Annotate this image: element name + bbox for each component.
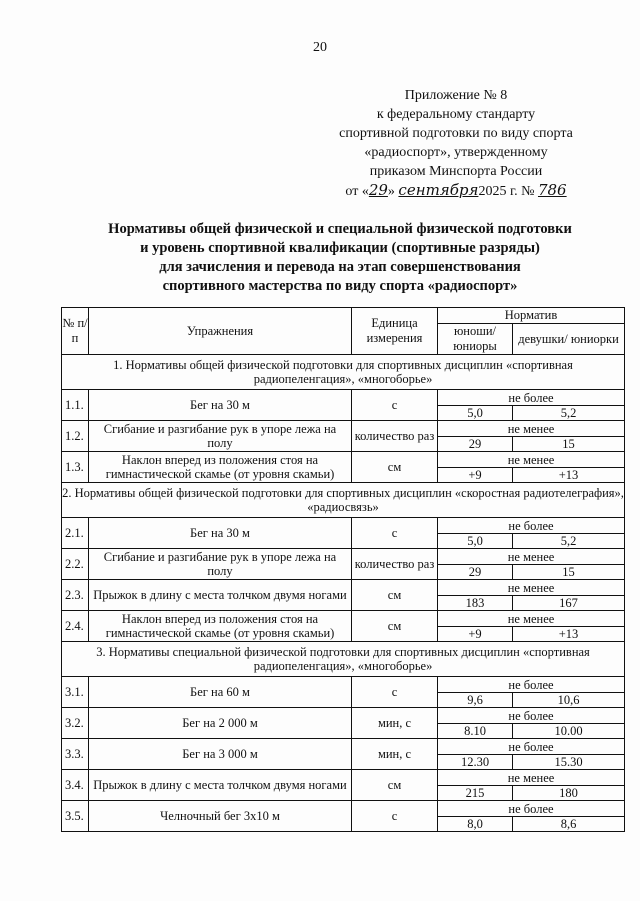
row-boys-value: 8,0 <box>438 817 513 832</box>
row-girls-value: 10,6 <box>513 693 625 708</box>
row-condition: не менее <box>438 770 625 786</box>
table-row <box>62 739 625 755</box>
row-exercise: Бег на 30 м <box>89 518 352 549</box>
row-boys-value: 9,6 <box>438 693 513 708</box>
row-unit: см <box>352 770 438 801</box>
order-number: 786 <box>537 181 567 199</box>
row-boys-value: 8.10 <box>438 724 513 739</box>
order-date-line <box>306 181 606 201</box>
appendix-line: приказом Минспорта России <box>369 164 543 179</box>
table-row <box>62 801 625 817</box>
table-row <box>62 452 625 468</box>
row-girls-value: 15.30 <box>513 755 625 770</box>
date-mid: » <box>387 184 395 199</box>
title-line: Нормативы общей физической и специальной физической подготовки <box>108 221 572 237</box>
row-girls-value: 10.00 <box>513 724 625 739</box>
row-girls-value: +13 <box>513 468 625 483</box>
row-girls-value: 5,2 <box>513 534 625 549</box>
row-boys-value: +9 <box>438 468 513 483</box>
row-exercise: Сгибание и разгибание рук в упоре лежа на полу <box>89 421 352 452</box>
section-row <box>62 355 625 390</box>
row-exercise: Бег на 2 000 м <box>89 708 352 739</box>
row-unit: см <box>352 611 438 642</box>
row-number: 1.2. <box>62 421 89 452</box>
row-boys-value: 5,0 <box>438 406 513 421</box>
row-unit: с <box>352 390 438 421</box>
row-condition: не менее <box>438 580 625 596</box>
table-row <box>62 708 625 724</box>
row-boys-value: 5,0 <box>438 534 513 549</box>
table-row <box>62 770 625 786</box>
row-number: 3.3. <box>62 739 89 770</box>
row-boys-value: 215 <box>438 786 513 801</box>
row-condition: не менее <box>438 421 625 437</box>
row-unit: мин, с <box>352 708 438 739</box>
row-exercise: Сгибание и разгибание рук в упоре лежа на полу <box>89 549 352 580</box>
header-exercise: Упражнения <box>89 308 352 355</box>
appendix-line: Приложение № 8 <box>404 88 508 103</box>
title-line: спортивного мастерства по виду спорта «радиоспорт» <box>162 278 518 294</box>
row-number: 1.1. <box>62 390 89 421</box>
section-title: 1. Нормативы общей физической подготовки для спортивных дисциплин «спортивная радиопеленгация», «многоборье» <box>62 355 625 390</box>
row-exercise: Прыжок в длину с места толчком двумя ногами <box>89 770 352 801</box>
row-unit: с <box>352 801 438 832</box>
row-exercise: Бег на 60 м <box>89 677 352 708</box>
row-girls-value: 180 <box>513 786 625 801</box>
row-girls-value: 8,6 <box>513 817 625 832</box>
row-boys-value: 29 <box>438 565 513 580</box>
row-condition: не более <box>438 708 625 724</box>
table-row <box>62 549 625 565</box>
row-unit: мин, с <box>352 739 438 770</box>
row-exercise: Челночный бег 3х10 м <box>89 801 352 832</box>
row-unit: количество раз <box>352 549 438 580</box>
row-unit: количество раз <box>352 421 438 452</box>
row-number: 2.1. <box>62 518 89 549</box>
row-exercise: Прыжок в длину с места толчком двумя ногами <box>89 580 352 611</box>
row-condition: не более <box>438 739 625 755</box>
row-unit: см <box>352 452 438 483</box>
table-row <box>62 580 625 596</box>
row-unit: с <box>352 677 438 708</box>
document-title <box>60 220 620 296</box>
appendix-block <box>306 86 606 201</box>
title-line: и уровень спортивной квалификации (спортивные разряды) <box>140 240 540 256</box>
table-row <box>62 677 625 693</box>
row-condition: не менее <box>438 549 625 565</box>
row-number: 2.3. <box>62 580 89 611</box>
row-condition: не более <box>438 801 625 817</box>
row-condition: не менее <box>438 452 625 468</box>
row-number: 2.2. <box>62 549 89 580</box>
row-number: 2.4. <box>62 611 89 642</box>
row-boys-value: +9 <box>438 627 513 642</box>
table-row <box>62 421 625 437</box>
title-line: для зачисления и перевода на этап совершенствования <box>159 259 521 275</box>
appendix-line: «радиоспорт», утвержденному <box>364 145 548 160</box>
row-girls-value: 15 <box>513 437 625 452</box>
table-row <box>62 518 625 534</box>
row-exercise: Бег на 30 м <box>89 390 352 421</box>
header-unit: Единица измерения <box>352 308 438 355</box>
section-row <box>62 642 625 677</box>
row-condition: не более <box>438 677 625 693</box>
row-boys-value: 183 <box>438 596 513 611</box>
row-girls-value: 15 <box>513 565 625 580</box>
table-row <box>62 611 625 627</box>
row-unit: см <box>352 580 438 611</box>
section-title: 3. Нормативы специальной физической подготовки для спортивных дисциплин «спортивная радиопеленгация», «многоборье» <box>62 642 625 677</box>
header-num: № п/п <box>62 308 89 355</box>
row-condition: не более <box>438 518 625 534</box>
row-number: 3.2. <box>62 708 89 739</box>
date-year: 2025 г. № <box>478 184 535 199</box>
row-unit: с <box>352 518 438 549</box>
row-boys-value: 12.30 <box>438 755 513 770</box>
page-number: 20 <box>313 40 327 55</box>
appendix-line: спортивной подготовки по виду спорта <box>339 126 573 141</box>
row-condition: не менее <box>438 611 625 627</box>
row-girls-value: 5,2 <box>513 406 625 421</box>
row-boys-value: 29 <box>438 437 513 452</box>
header-girls: девушки/ юниорки <box>513 324 625 355</box>
section-title: 2. Нормативы общей физической подготовки для спортивных дисциплин «скоростная радиотелеграфия», «радиосвязь» <box>62 483 625 518</box>
row-number: 3.4. <box>62 770 89 801</box>
date-month: сентября <box>398 181 479 199</box>
row-girls-value: 167 <box>513 596 625 611</box>
norms-table <box>61 307 625 832</box>
row-number: 1.3. <box>62 452 89 483</box>
row-girls-value: +13 <box>513 627 625 642</box>
row-exercise: Наклон вперед из положения стоя на гимнастической скамье (от уровня скамьи) <box>89 611 352 642</box>
date-prefix: от « <box>345 184 369 199</box>
row-condition: не более <box>438 390 625 406</box>
section-row <box>62 483 625 518</box>
date-day: 29 <box>368 181 388 199</box>
row-exercise: Наклон вперед из положения стоя на гимнастической скамье (от уровня скамьи) <box>89 452 352 483</box>
row-number: 3.5. <box>62 801 89 832</box>
table-row <box>62 390 625 406</box>
header-norm: Норматив <box>438 308 625 324</box>
row-exercise: Бег на 3 000 м <box>89 739 352 770</box>
appendix-line: к федеральному стандарту <box>376 107 536 122</box>
row-number: 3.1. <box>62 677 89 708</box>
header-boys: юноши/ юниоры <box>438 324 513 355</box>
